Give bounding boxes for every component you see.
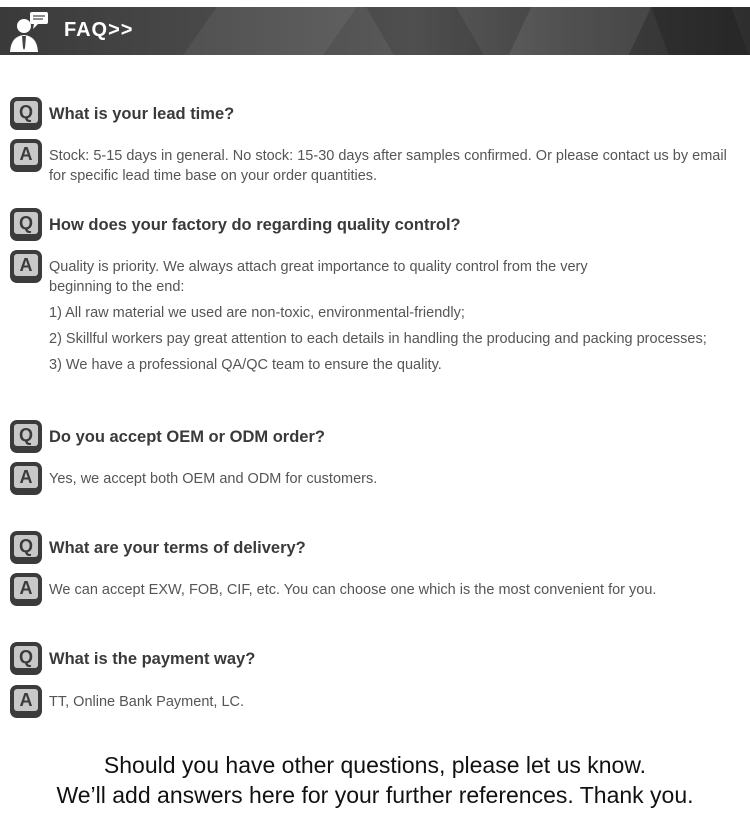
banner-facet [366,7,484,55]
closing-line: We’ll add answers here for your further references. Thank you. [56,782,694,808]
banner-facet [183,7,357,55]
question-badge: Q [10,420,42,453]
faq-question: Do you accept OEM or ODM order? [49,428,325,446]
answer-badge: A [10,250,42,283]
answer-intro-line: beginning to the end: [49,279,185,295]
answer-intro-line: Quality is priority. We always attach great importance to quality control from the very [49,259,588,275]
faq-answer: TT, Online Bank Payment, LC. [49,694,245,710]
answer-list-item: 1) All raw material we used are non-toxic, environmental-friendly; [49,305,465,321]
faq-header-banner [0,7,750,55]
faq-question: What is your lead time? [49,105,235,123]
answer-badge: A [10,573,42,606]
faq-question: What are your terms of delivery? [49,539,306,557]
support-person-icon [8,10,52,52]
faq-answer: Stock: 5-15 days in general. No stock: 15-30 days after samples confirmed. Or please contact us by email for specific lead time base on your order quantities. [49,148,727,184]
question-badge: Q [10,208,42,241]
closing-note [0,750,750,810]
faq-question: How does your factory do regarding quality control? [49,216,461,234]
faq-answer: Yes, we accept both OEM and ODM for customers. [49,471,378,487]
banner-facet [509,7,651,55]
question-badge: Q [10,531,42,564]
question-badge: Q [10,97,42,130]
closing-line: Should you have other questions, please let us know. [103,752,647,778]
faq-answer: We can accept EXW, FOB, CIF, etc. You can choose one which is the most convenient for you. [49,582,657,598]
faq-answer [49,257,729,375]
answer-badge: A [10,139,42,172]
question-badge: Q [10,642,42,675]
banner-facet [651,7,748,55]
answer-list-item: 3) We have a professional QA/QC team to ensure the quality. [49,357,442,373]
answer-badge: A [10,685,42,718]
answer-badge: A [10,462,42,495]
answer-list-item: 2) Skillful workers pay great attention to each details in handling the producing and packing processes; [49,331,707,347]
faq-question: What is the payment way? [49,650,256,668]
page-title: FAQ>> [64,19,134,41]
